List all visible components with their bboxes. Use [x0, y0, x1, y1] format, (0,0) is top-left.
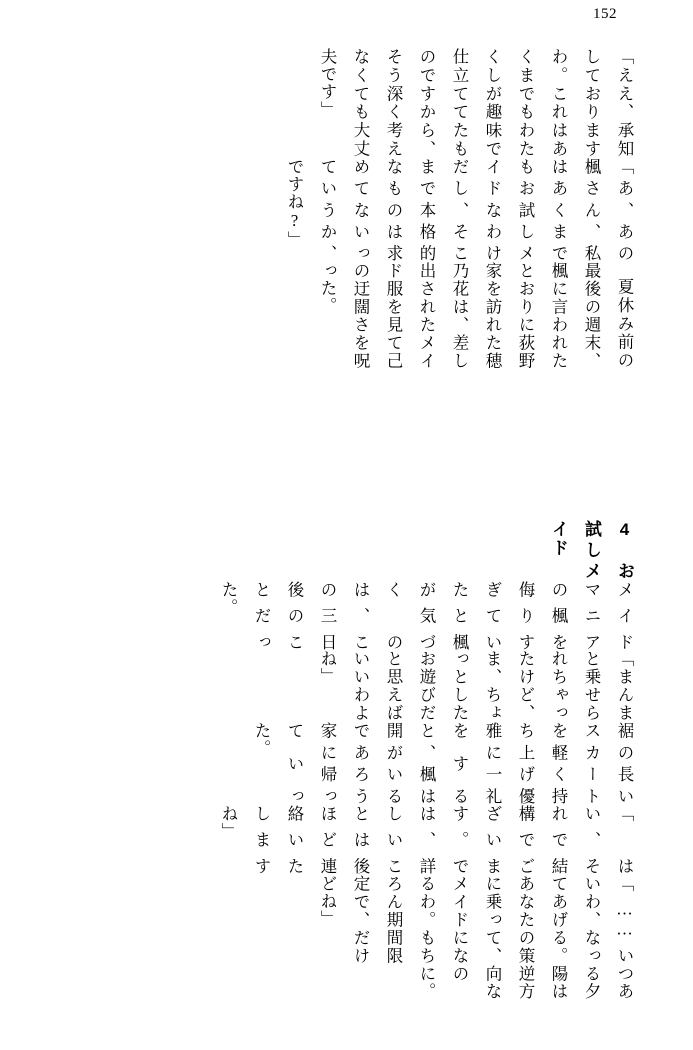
paragraph: つある夕陽は逆方向なのに。: [417, 964, 634, 1000]
paragraph: 「ええ、承知しておりますわ。これはあくまでもわたくしが趣味で仕立ててたものですから、そう深く考えなくても大丈夫です」: [318, 48, 634, 158]
section-heading-number: 4: [615, 519, 634, 541]
page-number: 152: [593, 6, 617, 22]
paragraph: 「あ、あの楓さん、私はあくまでもお試しメイドなわけだし、そこまで本格的なものは求めてないっていうか、ですね?」: [285, 157, 634, 262]
paragraph: 夏休み前の最後の週末、楓に言われたとおりに荻野家を訪れた穂乃花は、差し出されたメイド服を見て己の迂闊さを呪った。: [318, 261, 634, 370]
paragraph: 「……いいわ、なってあげる。あなたの策に乗って、メイドになるわ。もちろん期間限定で、だけどね」: [318, 875, 634, 965]
vertical-text-body: [36, 48, 641, 1000]
paragraph: 「まんまと乗せられちゃったけど、ま、ちょっとしたお遊びだと思えばいいわよね」: [318, 650, 634, 723]
paragraph: 裾の長いスカートを軽く持ち上げ優雅に一礼をすると、楓は開がいるであろう家に帰っていった。: [252, 722, 634, 806]
paragraph: メイドマニアの楓を侮りすぎていたと楓が気づくのは、この三日後のことだった。: [219, 580, 634, 651]
paragraph: 「はい、それで結構でございます。では、詳しいことは後ほど連絡いたしますね」: [219, 805, 634, 876]
section-heading-title: お試しメイド: [549, 519, 634, 581]
section-heading: [36, 370, 641, 581]
